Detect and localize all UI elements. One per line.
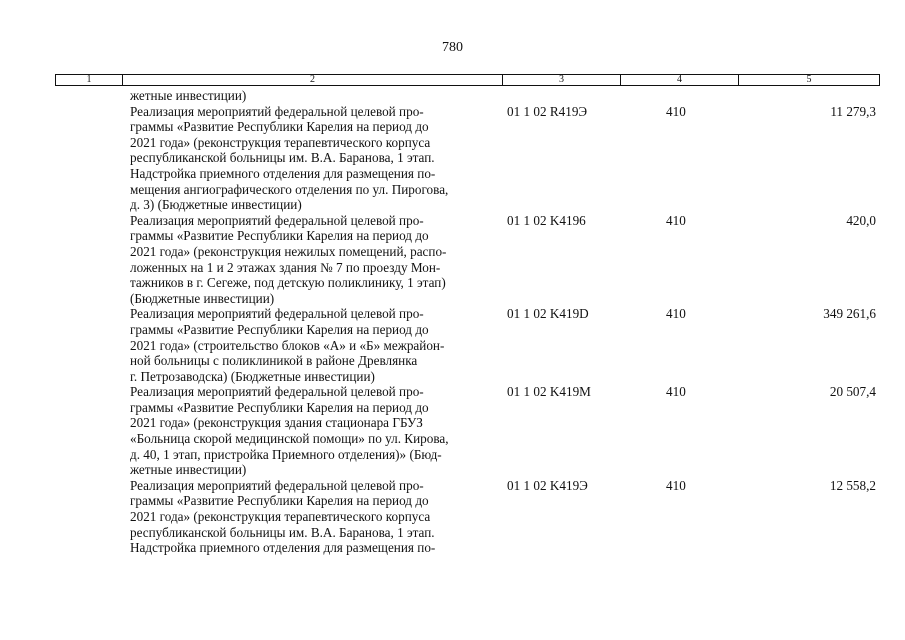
description-line: (Бюджетные инвестиции) bbox=[130, 290, 275, 306]
row-amount: 11 279,3 bbox=[830, 103, 876, 119]
description-line: 2021 года» (реконструкция терапевтического корпуса bbox=[130, 509, 431, 525]
row-code: 01 1 02 K419Э bbox=[507, 477, 588, 493]
column-header-4: 4 bbox=[621, 75, 739, 85]
table-body bbox=[0, 88, 905, 556]
row-description bbox=[130, 213, 500, 307]
row-expense-type: 410 bbox=[666, 103, 686, 119]
table-row bbox=[0, 104, 905, 213]
row-description bbox=[130, 478, 500, 556]
description-line: тажников в г. Сегеже, под детскую поликлинику, 1 этап) bbox=[130, 275, 446, 291]
column-header-3: 3 bbox=[503, 75, 621, 85]
column-header-5: 5 bbox=[806, 74, 812, 85]
row-expense-type: 410 bbox=[666, 384, 686, 400]
description-line: Реализация мероприятий федеральной целевой про- bbox=[130, 384, 424, 400]
row-expense-type: 410 bbox=[666, 306, 686, 322]
table-row bbox=[0, 384, 905, 478]
description-line: Реализация мероприятий федеральной целевой про- bbox=[130, 306, 424, 322]
description-line: граммы «Развитие Республики Карелия на период до bbox=[130, 228, 429, 244]
row-amount: 20 507,4 bbox=[829, 384, 876, 400]
table-header bbox=[55, 74, 880, 86]
description-line: 2021 года» (реконструкция терапевтического корпуса bbox=[130, 134, 431, 150]
description-line: ложенных на 1 и 2 этажах здания № 7 по проезду Мон- bbox=[130, 259, 441, 275]
description-line: д. 3) (Бюджетные инвестиции) bbox=[130, 197, 302, 213]
description-line: Реализация мероприятий федеральной целевой про- bbox=[130, 103, 424, 119]
row-code: 01 1 02 K4196 bbox=[507, 212, 586, 228]
description-line: граммы «Развитие Республики Карелия на период до bbox=[130, 493, 429, 509]
row-description bbox=[130, 306, 500, 384]
column-header-2: 2 bbox=[123, 75, 503, 85]
row-code: 01 1 02 R419Э bbox=[507, 103, 588, 119]
description-line: граммы «Развитие Республики Карелия на период до bbox=[130, 321, 429, 337]
description-line: республиканской больницы им. В.А. Баранова, 1 этап. bbox=[130, 524, 435, 540]
row-description bbox=[130, 104, 500, 213]
row-expense-type: 410 bbox=[666, 477, 686, 493]
description-line: жетные инвестиции) bbox=[130, 462, 247, 478]
description-line: граммы «Развитие Республики Карелия на период до bbox=[130, 119, 429, 135]
description-line: Надстройка приемного отделения для размещения по- bbox=[130, 540, 436, 556]
description-line: Надстройка приемного отделения для размещения по- bbox=[130, 165, 436, 181]
continuation-row bbox=[0, 88, 905, 104]
row-code: 01 1 02 K419D bbox=[507, 306, 589, 322]
row-description bbox=[130, 88, 500, 104]
description-line: 2021 года» (реконструкция здания стационара ГБУЗ bbox=[130, 415, 423, 431]
description-line: 2021 года» (строительство блоков «А» и «Б» межрайон- bbox=[130, 337, 445, 353]
table-row bbox=[0, 478, 905, 556]
row-code: 01 1 02 K419M bbox=[507, 384, 591, 400]
page-number: 780 bbox=[442, 40, 463, 55]
description-line: мещения ангиографического отделения по ул. Пирогова, bbox=[130, 181, 449, 197]
description-line: 2021 года» (реконструкция нежилых помещений, распо- bbox=[130, 243, 447, 259]
description-line: г. Петрозаводска) (Бюджетные инвестиции) bbox=[130, 368, 375, 384]
table-row bbox=[0, 213, 905, 307]
description-line: Реализация мероприятий федеральной целевой про- bbox=[130, 212, 424, 228]
description-line: ной больницы с поликлиникой в районе Древлянка bbox=[130, 353, 418, 369]
column-header-1: 1 bbox=[56, 75, 123, 85]
description-line: жетные инвестиции) bbox=[130, 88, 247, 103]
description-line: «Больница скорой медицинской помощи» по ул. Кирова, bbox=[130, 431, 449, 447]
row-amount: 420,0 bbox=[846, 212, 876, 228]
description-line: республиканской больницы им. В.А. Баранова, 1 этап. bbox=[130, 150, 435, 166]
row-amount: 349 261,6 bbox=[823, 306, 876, 322]
row-description bbox=[130, 384, 500, 478]
row-amount: 12 558,2 bbox=[829, 477, 876, 493]
description-line: Реализация мероприятий федеральной целевой про- bbox=[130, 477, 424, 493]
table-row bbox=[0, 306, 905, 384]
row-expense-type: 410 bbox=[666, 212, 686, 228]
description-line: д. 40, 1 этап, пристройка Приемного отделения)» (Бюд- bbox=[130, 446, 442, 462]
description-line: граммы «Развитие Республики Карелия на период до bbox=[130, 399, 429, 415]
